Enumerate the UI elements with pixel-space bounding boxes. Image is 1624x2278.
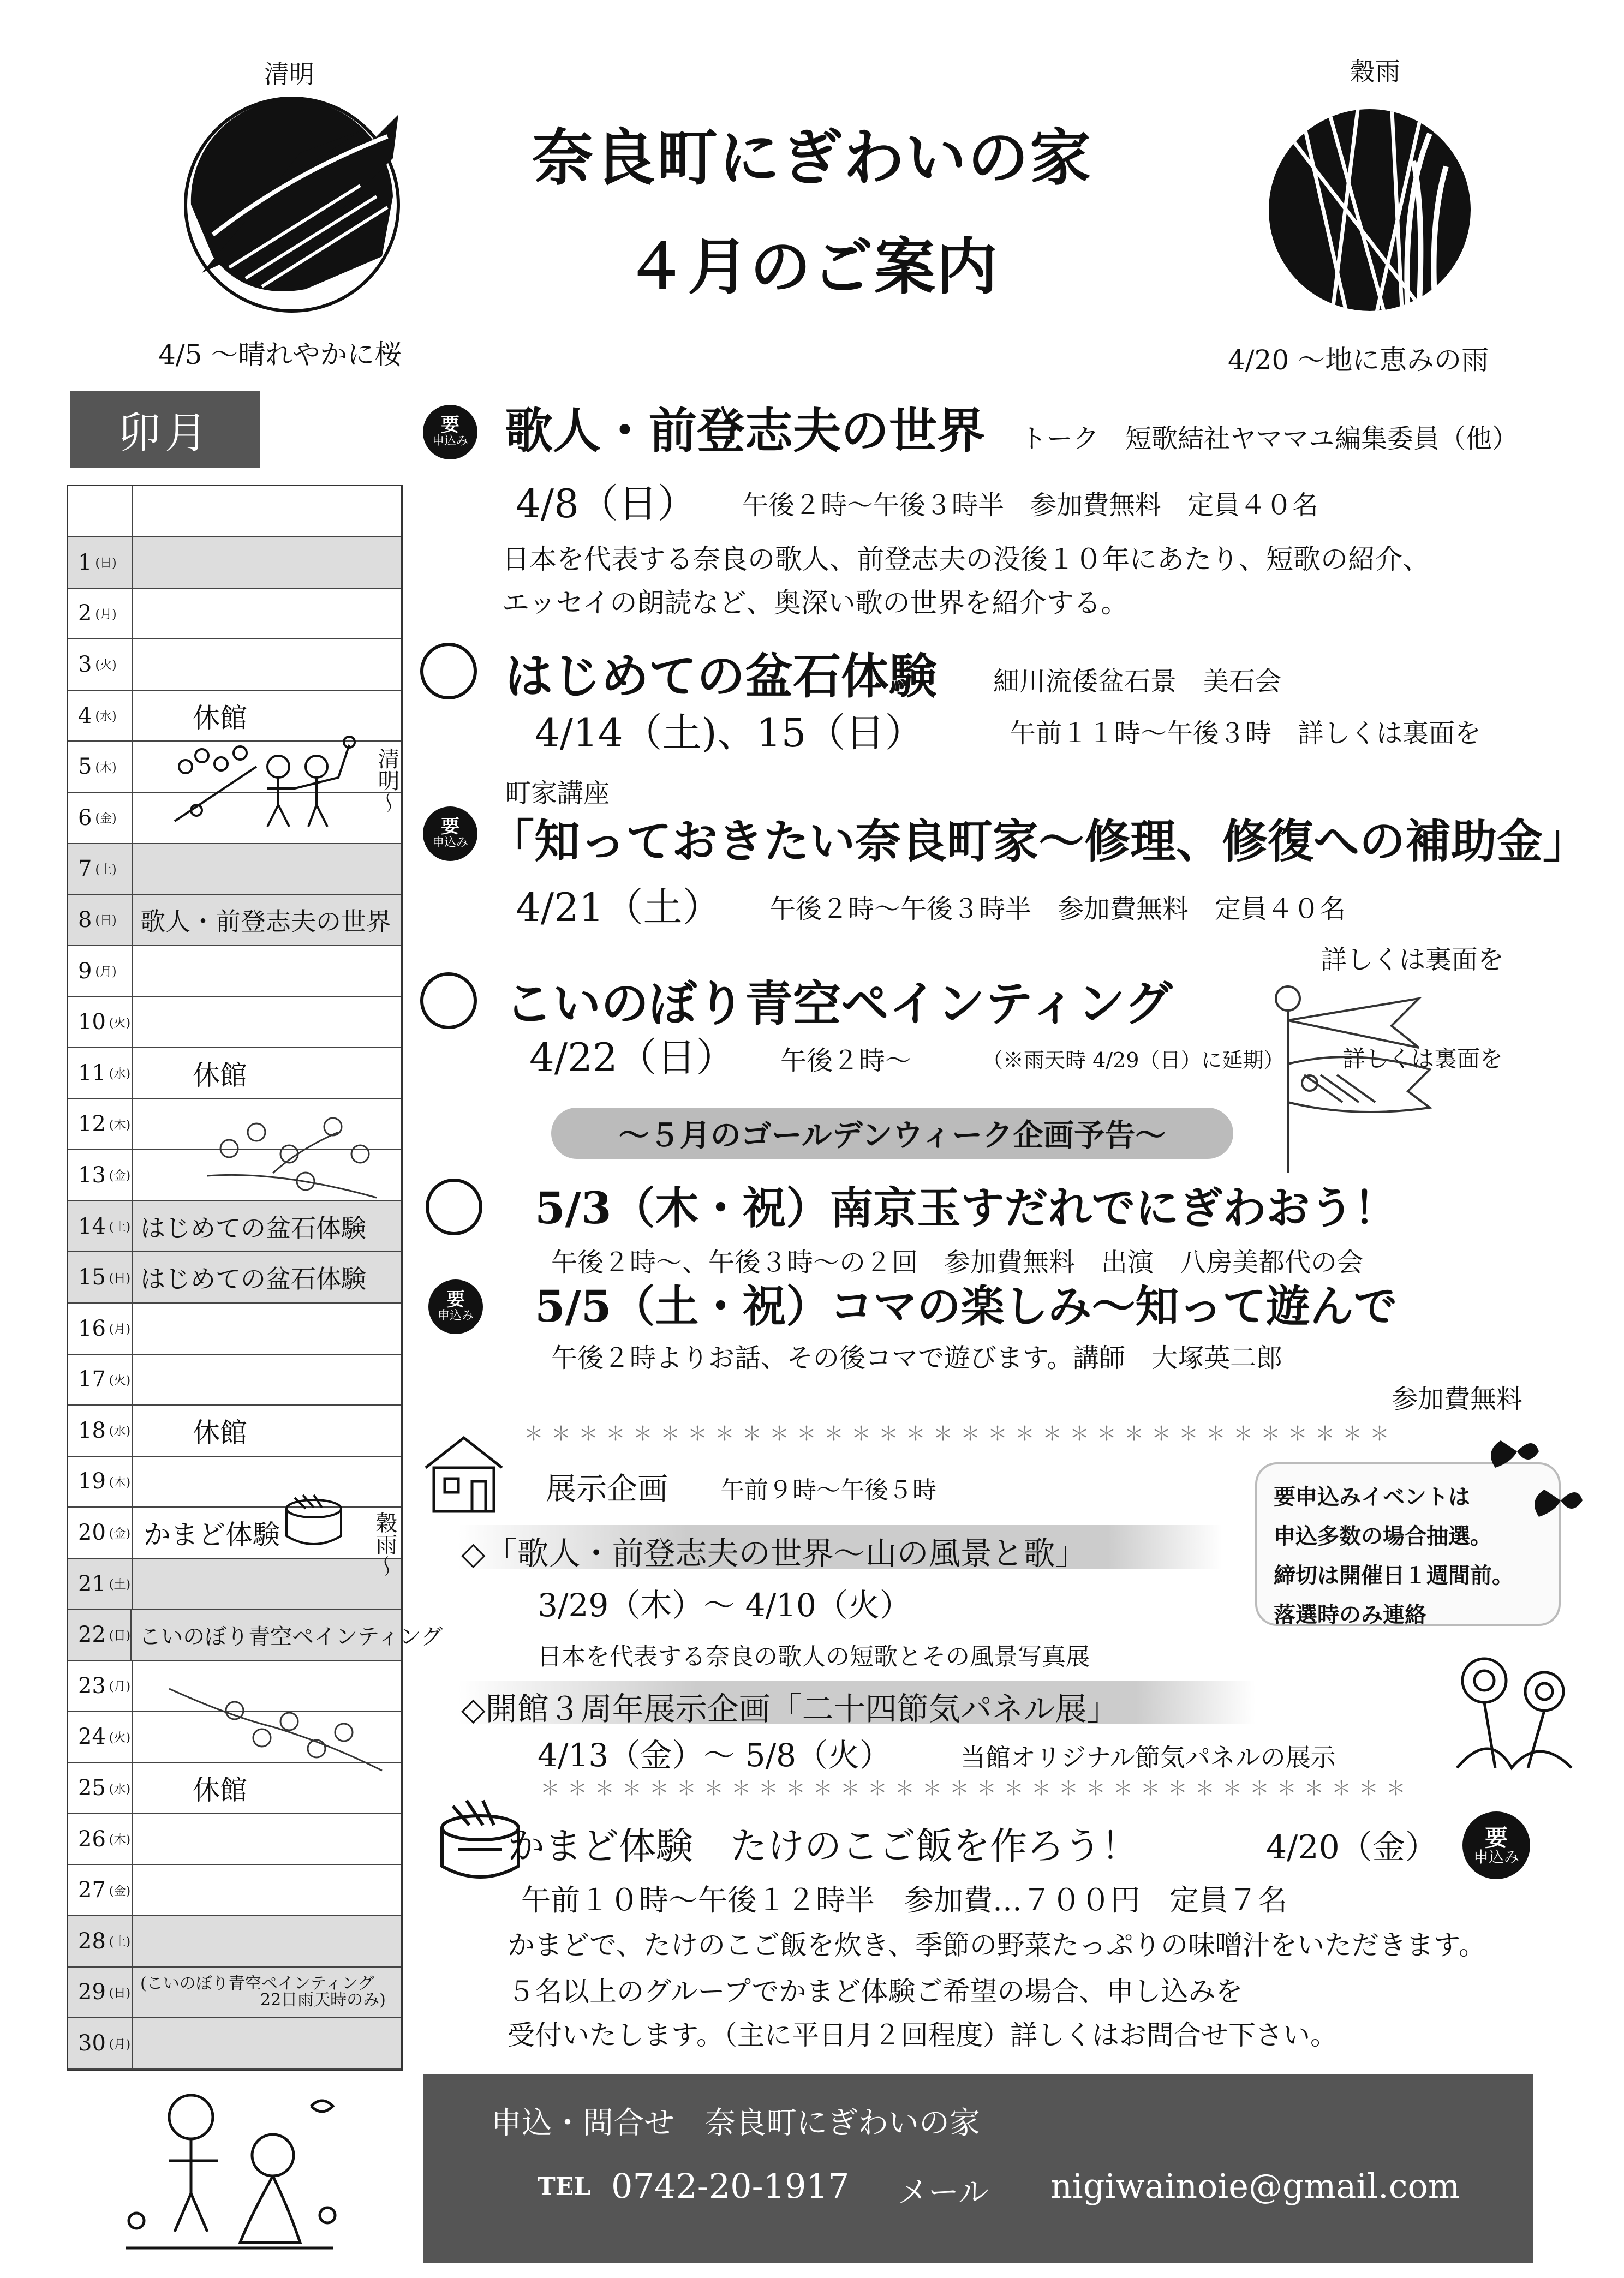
kamado-desc-1: かまどで、たけのこご飯を炊き、季節の野菜たっぷりの味噌汁をいただきます。 — [507, 1929, 1486, 1961]
calendar-day-note: 休館 — [193, 1416, 247, 1449]
event-desc-maetoshio-2: エッセイの朗読など、奥深い歌の世界を紹介する。 — [502, 587, 1129, 619]
calendar-day-note — [133, 1814, 401, 1864]
calendar-day-weekday: (水) — [109, 1782, 131, 1796]
calendar-row — [68, 537, 401, 589]
star-divider: ＊＊＊＊＊＊＊＊＊＊＊＊＊＊＊＊＊＊＊＊＊＊＊＊＊＊＊＊＊＊＊＊ — [540, 1778, 1414, 1800]
calendar-table — [67, 485, 443, 2071]
calendar-day-note — [133, 844, 401, 894]
koinobori-carp-streamer-icon — [1255, 977, 1452, 1173]
calendar-day-number: 25 — [78, 1775, 106, 1801]
kamado-title: かまど体験 たけのこご飯を作ろう！ — [507, 1825, 1139, 1868]
calendar-day-note — [133, 2018, 401, 2068]
calendar-day-number: 1 — [78, 549, 92, 575]
calendar-day-number: 27 — [78, 1878, 106, 1903]
calendar-day-note — [133, 1457, 401, 1507]
calendar-day — [68, 997, 133, 1047]
event-date-maetoshio: 4/8（日） — [516, 481, 697, 527]
calendar-day-weekday: (月) — [95, 607, 117, 621]
calendar-day-note — [133, 1355, 401, 1405]
event-more-machiya: 詳しくは裏面を — [1321, 944, 1504, 975]
house-icon — [420, 1430, 507, 1517]
exhibit-item1-date: 3/29（木）～ 4/10（火） — [538, 1587, 911, 1624]
calendar-row — [68, 844, 401, 895]
calendar-day-number: 26 — [78, 1826, 106, 1852]
tel-number[interactable]: 0742-20-1917 — [611, 2166, 850, 2206]
calendar-day-note: こいのぼり青空ペインティング — [139, 1624, 443, 1649]
season-label-seimei: 清明 — [264, 59, 314, 89]
calendar-row — [68, 1814, 401, 1866]
kamado-date: 4/20（金） — [1266, 1828, 1438, 1867]
calendar-day — [68, 1508, 133, 1558]
calendar-month-label: 卯月 — [70, 391, 260, 468]
kamado-desc-3: 受付いたします。（主に平日月２回程度）詳しくはお問合せ下さい。 — [507, 2019, 1338, 2051]
calendar-day-weekday: (金) — [109, 1884, 131, 1898]
calendar-day — [68, 844, 133, 894]
exhibit-item2-title: ◇開館３周年展示企画「二十四節気パネル展」 — [461, 1690, 1119, 1727]
calendar-day-note — [133, 946, 401, 996]
calendar-day — [68, 742, 133, 792]
calendar-row — [68, 589, 401, 640]
calendar-day-note — [133, 537, 401, 588]
calendar-day — [68, 1457, 133, 1507]
calendar-day-number: 17 — [78, 1367, 106, 1392]
calendar-day-number: 18 — [78, 1418, 106, 1443]
application-required-badge: 要 申込み — [423, 806, 477, 861]
calendar-day-note: 休館 — [193, 702, 247, 734]
calendar-day-weekday: (日) — [95, 914, 117, 928]
calendar-day-number: 29 — [78, 1980, 106, 2005]
calendar-day-weekday: (日) — [109, 1986, 131, 2000]
calendar-day-number: 21 — [78, 1571, 106, 1597]
calendar-row — [68, 1916, 401, 1968]
calendar-day-weekday: (土) — [95, 863, 117, 877]
calendar-day-weekday: (土) — [109, 1221, 131, 1235]
no-application-circle-icon — [426, 1179, 482, 1235]
calendar-day-number: 22 — [78, 1622, 106, 1648]
calendar-day — [68, 1865, 133, 1915]
calendar-day — [68, 691, 133, 741]
calendar-day-weekday: (土) — [109, 1935, 131, 1950]
calendar-day-weekday: (水) — [109, 1067, 131, 1081]
calendar-day-number: 5 — [78, 754, 92, 780]
exhibit-hours: 午前９時～午後５時 — [720, 1476, 936, 1504]
calendar-day — [68, 2018, 133, 2068]
calendar-row — [68, 1865, 401, 1916]
calendar-day-weekday: (月) — [95, 965, 117, 979]
calendar-day-number: 9 — [78, 958, 92, 984]
calendar-day-weekday: (月) — [109, 1323, 131, 1337]
calendar-day-note — [133, 639, 401, 690]
calendar-day-weekday: (水) — [95, 710, 117, 724]
children-cherry-illustration-icon — [169, 734, 371, 835]
calendar-day-note: はじめての盆石体験 — [140, 1264, 366, 1294]
calendar-day-weekday: (木) — [109, 1118, 131, 1132]
event-note-koinobori: （※雨天時 4/29（日）に延期） — [982, 1048, 1285, 1072]
calendar-day — [68, 1763, 133, 1813]
event-detail-tamasudare: 午後２時～、午後３時～の２回 参加費無料 出演 八房美都代の会 — [551, 1247, 1364, 1278]
calendar-day-weekday: (金) — [109, 1169, 131, 1183]
event-title-machiya: 「知っておきたい奈良町家～修理、修復への補助金」 — [488, 814, 1589, 868]
contact-footer — [423, 2074, 1533, 2263]
cherry-branch-illustration-icon — [196, 1110, 393, 1203]
application-required-badge: 要 申込み — [1462, 1811, 1530, 1879]
calendar-kokuu-note: 穀雨～ — [372, 1511, 397, 1577]
calendar-day-weekday: (火) — [109, 1016, 131, 1030]
calendar-day-note: はじめての盆石体験 — [140, 1213, 366, 1243]
exhibit-heading: 展示企画 — [546, 1472, 668, 1507]
flower-branch-illustration-icon — [164, 1678, 393, 1776]
calendar-day-number: 23 — [78, 1673, 106, 1699]
calendar-day-number: 28 — [78, 1928, 106, 1954]
calendar-day — [68, 1661, 133, 1711]
calendar-seimei-note: 清明～ — [374, 748, 399, 813]
calendar-day — [68, 1252, 133, 1302]
caption-kokuu: 4/20 ～地に恵みの雨 — [1228, 344, 1489, 376]
season-label-kokuu: 穀雨 — [1350, 57, 1400, 86]
calendar-day-number: 8 — [78, 907, 92, 932]
calendar-day — [68, 1099, 133, 1150]
calendar-day-weekday: (木) — [95, 761, 117, 775]
calendar-day-number: 2 — [78, 601, 92, 626]
calendar-row — [68, 1048, 401, 1099]
event-more-koinobori: 詳しくは裏面を — [1342, 1045, 1503, 1072]
calendar-day — [68, 1610, 132, 1660]
event-detail-bonseki: 午前１１時～午後３時 詳しくは裏面を — [1010, 718, 1482, 749]
calendar-day-number: 3 — [78, 651, 92, 677]
calendar-day — [68, 1814, 133, 1864]
calendar-day — [68, 1968, 133, 2018]
kamado-stove-small-icon — [273, 1492, 355, 1552]
calendar-day-weekday: (火) — [95, 659, 117, 673]
calendar-day-weekday: (土) — [109, 1578, 131, 1592]
calendar-day-weekday: (日) — [95, 557, 117, 571]
email-address[interactable]: nigiwainoie@gmail.com — [1050, 2166, 1460, 2206]
calendar-day-number: 14 — [78, 1213, 106, 1239]
calendar-day — [68, 1712, 133, 1762]
calendar-day-weekday: (月) — [109, 1680, 131, 1694]
children-gardening-illustration-icon — [115, 2084, 355, 2264]
exhibit-item1-title: ◇「歌人・前登志夫の世界～山の風景と歌」 — [461, 1535, 1087, 1572]
event-desc-maetoshio-1: 日本を代表する奈良の歌人、前登志夫の没後１０年にあたり、短歌の紹介、 — [502, 543, 1430, 575]
event-date-bonseki: 4/14（土)、15（日） — [535, 710, 924, 756]
calendar-row — [68, 997, 401, 1048]
calendar-day — [68, 1150, 133, 1200]
exhibit-item1-desc: 日本を代表する奈良の歌人の短歌とその風景写真展 — [538, 1643, 1090, 1671]
calendar-row — [68, 946, 401, 997]
calendar-day-number: 20 — [78, 1520, 106, 1546]
event-date-machiya: 4/21（土） — [516, 884, 722, 930]
kamado-desc-2: ５名以上のグループでかまど体験ご希望の場合、申し込みを — [507, 1976, 1243, 2007]
calendar-day-note: 休館 — [193, 1059, 247, 1091]
calendar-day-number: 4 — [78, 703, 92, 728]
calendar-day — [68, 1916, 133, 1966]
calendar-day-number: 7 — [78, 856, 92, 882]
calendar-row — [68, 1201, 401, 1253]
event-title-bonseki: はじめての盆石体験 — [505, 648, 938, 704]
page-subtitle: ４月のご案内 — [625, 231, 999, 303]
event-pre-machiya: 町家講座 — [505, 778, 610, 809]
application-required-badge: 要 申込み — [428, 1279, 483, 1334]
no-application-circle-icon — [420, 972, 477, 1029]
event-title-tamasudare: 5/3（木・祝）南京玉すだれでにぎわおう！ — [535, 1182, 1398, 1234]
no-application-circle-icon — [420, 643, 477, 699]
calendar-day-note — [133, 1559, 401, 1609]
calendar-row — [68, 1610, 443, 1661]
event-title-koinobori: こいのぼり青空ペインティング — [505, 975, 1173, 1032]
calendar-row — [68, 1304, 401, 1355]
calendar-row — [68, 1559, 401, 1610]
event-title-koma: 5/5（土・祝）コマの楽しみ～知って遊んで — [535, 1281, 1398, 1332]
calendar-day-number: 30 — [78, 2031, 106, 2056]
event-fee-koma: 参加費無料 — [1392, 1384, 1523, 1414]
tel-label: TEL — [538, 2173, 591, 2201]
calendar-day — [68, 1559, 133, 1609]
calendar-day-number: 11 — [78, 1060, 106, 1086]
calendar-day-weekday: (火) — [109, 1731, 131, 1745]
calendar-row — [68, 1252, 401, 1304]
calendar-day-note — [133, 1304, 401, 1354]
calendar-day — [68, 537, 133, 588]
event-detail-koinobori: 午後２時～ — [780, 1045, 912, 1076]
caption-seimei: 4/5 ～晴れやかに桜 — [158, 339, 402, 370]
calendar-day-note: (こいのぼり青空ペインティング 22日雨天時のみ) — [140, 1974, 386, 2010]
exhibit-item2-date: 4/13（金）～ 5/8（火） — [538, 1737, 892, 1774]
calendar-day — [68, 1201, 133, 1252]
application-notice-box: 要申込みイベントは 申込多数の場合抽選。 締切は開催日１週間前。 落選時のみ連絡 — [1255, 1462, 1561, 1626]
calendar-day-weekday: (日) — [109, 1271, 131, 1286]
calendar-day-number: 6 — [78, 805, 92, 830]
calendar-day-weekday: (金) — [95, 812, 117, 826]
calendar-day-number: 12 — [78, 1111, 106, 1137]
calendar-day-note — [133, 1865, 401, 1915]
calendar-day — [68, 1355, 133, 1405]
mail-label: メール — [898, 2175, 989, 2210]
calendar-day-number: 16 — [78, 1316, 106, 1341]
calendar-day-weekday: (火) — [109, 1373, 131, 1388]
golden-week-banner: ～５月のゴールデンウィーク企画予告～ — [551, 1108, 1233, 1159]
calendar-day-note — [133, 589, 401, 639]
butterfly-icon — [1479, 1430, 1583, 1533]
event-detail-maetoshio: 午後２時～午後３時半 参加費無料 定員４０名 — [742, 490, 1319, 521]
calendar-day-number: 24 — [78, 1724, 106, 1750]
swallow-emblem-icon — [180, 93, 404, 316]
event-detail-koma: 午後２時よりお話、その後コマで遊びます。講師 大塚英二郎 — [551, 1343, 1283, 1373]
calendar-day-weekday: (金) — [109, 1527, 131, 1541]
rain-grass-emblem-icon — [1266, 101, 1473, 319]
event-date-koinobori: 4/22（日） — [529, 1035, 736, 1080]
calendar-day-weekday: (日) — [109, 1629, 131, 1643]
calendar-day-note: 休館 — [193, 1774, 247, 1807]
calendar-header-row — [68, 486, 401, 537]
event-detail-machiya: 午後２時～午後３時半 参加費無料 定員４０名 — [769, 894, 1346, 924]
calendar-row — [68, 1355, 401, 1406]
calendar-row — [68, 1968, 401, 2019]
kamado-detail: 午前１０時～午後１２時半 参加費…７００円 定員７名 — [521, 1883, 1287, 1917]
calendar-day-note — [133, 1916, 401, 1966]
calendar-day — [68, 639, 133, 690]
exhibit-item2-desc: 当館オリジナル節気パネルの展示 — [960, 1743, 1336, 1772]
calendar-day-weekday: (月) — [109, 2037, 131, 2052]
event-sub-maetoshio: トーク 短歌結社ヤママユ編集委員（他） — [1020, 423, 1519, 454]
event-sub-bonseki: 細川流倭盆石景 美石会 — [993, 666, 1282, 697]
calendar-day-note: 歌人・前登志夫の世界 — [140, 906, 391, 936]
calendar-day-number: 19 — [78, 1469, 106, 1494]
calendar-day — [68, 1048, 133, 1098]
dandelion-flowers-icon — [1446, 1648, 1577, 1773]
calendar-day-weekday: (木) — [109, 1833, 131, 1847]
star-divider: ＊＊＊＊＊＊＊＊＊＊＊＊＊＊＊＊＊＊＊＊＊＊＊＊＊＊＊＊＊＊＊＊ — [524, 1423, 1398, 1445]
calendar-day-weekday: (木) — [109, 1475, 131, 1490]
calendar-row — [68, 2018, 401, 2070]
calendar-day-number: 13 — [78, 1162, 106, 1188]
calendar-day — [68, 1304, 133, 1354]
application-required-badge: 要 申込み — [423, 405, 477, 459]
calendar-day-note — [133, 997, 401, 1047]
event-title-maetoshio: 歌人・前登志夫の世界 — [505, 402, 986, 459]
calendar-row — [68, 639, 401, 691]
calendar-day-weekday: (水) — [109, 1425, 131, 1439]
calendar-day-number: 15 — [78, 1265, 106, 1290]
contact-heading: 申込・問合せ 奈良町にぎわいの家 — [491, 2106, 980, 2141]
calendar-day-note: かまど体験 — [144, 1519, 280, 1551]
calendar-row — [68, 1406, 401, 1457]
page-title: 奈良町にぎわいの家 — [532, 122, 1092, 194]
calendar-day — [68, 589, 133, 639]
calendar-day — [68, 946, 133, 996]
calendar-row — [68, 895, 401, 946]
calendar-day — [68, 793, 133, 843]
calendar-day-number: 10 — [78, 1009, 106, 1035]
calendar-day — [68, 895, 133, 945]
calendar-day — [68, 1406, 133, 1456]
